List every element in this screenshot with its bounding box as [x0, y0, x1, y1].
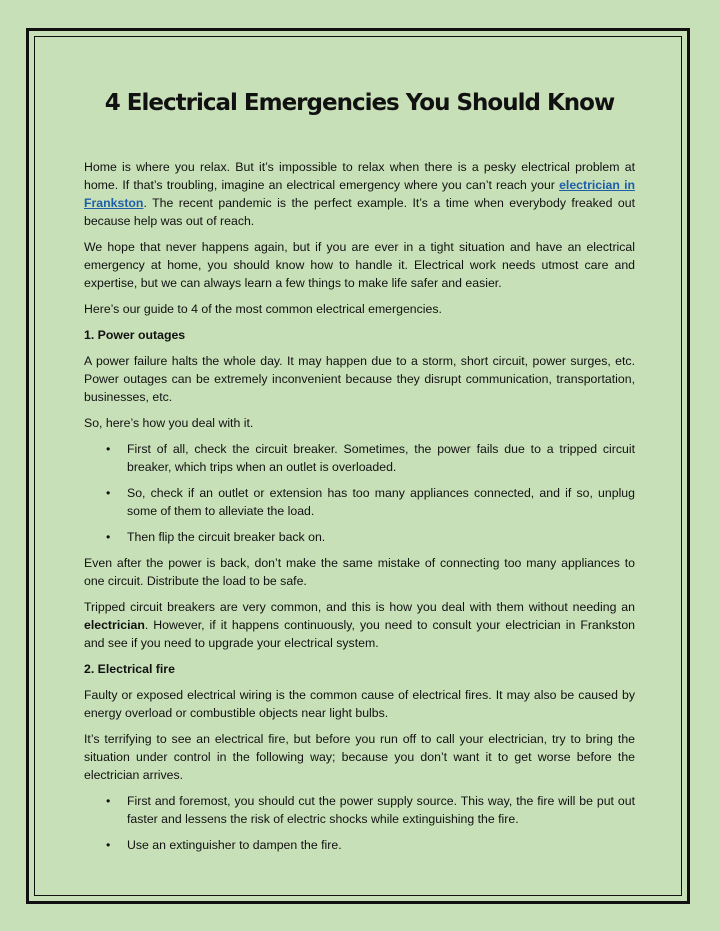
electrician-bold-text: electrician	[84, 618, 145, 632]
section-2-paragraph-1: Faulty or exposed electrical wiring is the common cause of electrical fires. It may also be caused by energy overload or combustible objects near light bulbs.	[84, 688, 635, 720]
bullet-icon: •	[106, 442, 111, 456]
page-title: 4 Electrical Emergencies You Should Know	[104, 90, 615, 116]
list-item	[84, 440, 635, 476]
section-2-heading: 2. Electrical fire	[84, 662, 175, 676]
document-body	[84, 86, 635, 862]
intro-text-before-link: Home is where you relax. But it’s impossible to relax when there is a pesky electrical problem at home. If that’s troubling, imagine an electrical emergency where you can’t reach your	[84, 160, 635, 192]
intro-text-after-link: . The recent pandemic is the perfect example. It’s a time when everybody freaked out because help was out of reach.	[84, 196, 635, 228]
bullet-icon: •	[106, 838, 111, 852]
section-1-paragraph-1: A power failure halts the whole day. It may happen due to a storm, short circuit, power surges, etc. Power outages can be extremely inconvenient because they disrupt communication, transportation, businesses, etc.	[84, 354, 635, 404]
section-1-bullet-list	[84, 440, 635, 546]
bullet-icon: •	[106, 530, 111, 544]
list-item-text: Use an extinguisher to dampen the fire.	[127, 838, 342, 852]
list-item	[84, 836, 635, 854]
list-item	[84, 484, 635, 520]
list-item-text: So, check if an outlet or extension has too many appliances connected, and if so, unplug some of them to alleviate the load.	[127, 486, 635, 518]
section-1-heading: 1. Power outages	[84, 328, 186, 342]
paragraph-2: We hope that never happens again, but if you are ever in a tight situation and have an electrical emergency at home, you should know how to handle it. Electrical work needs utmost care and expertise, but we can always learn a few things to make life safer and easier.	[84, 240, 635, 290]
list-item-text: First and foremost, you should cut the power supply source. This way, the fire will be put out faster and lessens the risk of electric shocks while extinguishing the fire.	[127, 794, 635, 826]
list-item	[84, 792, 635, 828]
section-1-paragraph-4	[84, 598, 635, 652]
section-1-paragraph-2: So, here’s how you deal with it.	[84, 416, 254, 430]
electrician-in-frankston-link[interactable]: electrician in Frankston	[84, 178, 635, 210]
intro-paragraph	[84, 158, 635, 230]
list-item-text: Then flip the circuit breaker back on.	[127, 530, 326, 544]
section-2-bullet-list	[84, 792, 635, 854]
section-1-p4-after-bold: . However, if it happens continuously, you need to consult your electrician in Frankston and see if you need to upgrade your electrical system.	[84, 618, 635, 650]
bullet-icon: •	[106, 794, 111, 808]
section-1-p4-before-bold: Tripped circuit breakers are very common, and this is how you deal with them without needing an	[84, 600, 635, 614]
list-item	[84, 528, 635, 546]
bullet-icon: •	[106, 486, 111, 500]
section-2-paragraph-2: It’s terrifying to see an electrical fire, but before you run off to call your electrician, try to bring the situation under control in the following way; because you don’t want it to get worse before the electrician arrives.	[84, 732, 635, 782]
section-1-paragraph-3: Even after the power is back, don’t make the same mistake of connecting too many appliances to one circuit. Distribute the load to be safe.	[84, 556, 635, 588]
paragraph-3: Here’s our guide to 4 of the most common electrical emergencies.	[84, 302, 442, 316]
list-item-text: First of all, check the circuit breaker. Sometimes, the power fails due to a tripped circuit breaker, which trips when an outlet is overloaded.	[127, 442, 635, 474]
